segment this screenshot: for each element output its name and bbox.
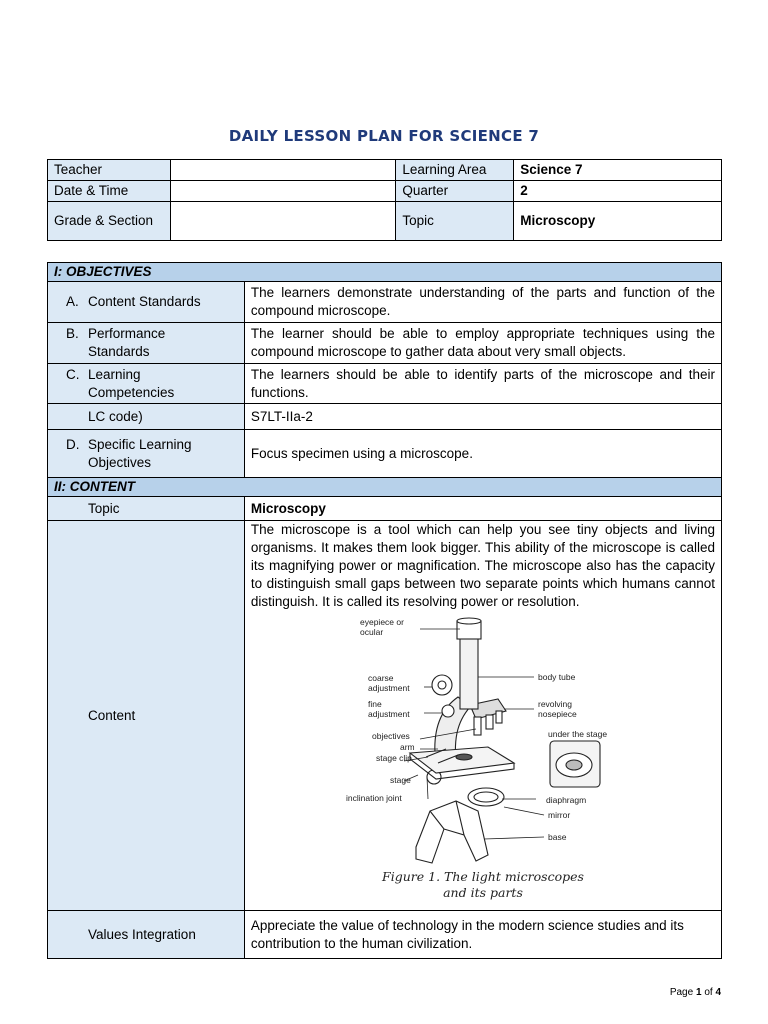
label-stage-clip: stage clip xyxy=(375,753,412,763)
label-revolving-1: revolving xyxy=(537,699,572,709)
date-label: Date & Time xyxy=(48,181,171,202)
teacher-value xyxy=(170,160,396,181)
learning-area-value: Science 7 xyxy=(514,160,722,181)
page-footer xyxy=(670,987,721,998)
body-tube-shape xyxy=(460,637,478,709)
content-standards-text: The learners demonstrate understanding of the parts and function of the compound microscope. xyxy=(244,282,721,323)
quarter-value: 2 xyxy=(514,181,722,202)
fine-knob xyxy=(442,705,454,717)
content-text: The microscope is a tool which can help you see tiny objects and living organisms. It makes them look bigger. This ability of the microscope is called its magnifying power or magnification. The microscope also has the capacity to distinguish small gaps between two separate points which humans cannot distinguish. It is called its resolving power or resolution. xyxy=(250,522,715,609)
label-body-tube: body tube xyxy=(537,672,576,682)
performance-standards-cell xyxy=(48,323,245,364)
lc-code-cell xyxy=(48,404,245,430)
item-letter: A. xyxy=(66,294,79,309)
lc-code-value: S7LT-IIa-2 xyxy=(244,404,721,430)
header-table xyxy=(47,159,722,241)
label-revolving-2: nosepiece xyxy=(537,709,577,719)
microscope-figure xyxy=(338,615,628,905)
objectives-heading: I: OBJECTIVES xyxy=(48,263,722,282)
page-total: 4 xyxy=(715,987,721,998)
item-letter: D. xyxy=(66,436,80,452)
label-coarse-1: coarse xyxy=(367,673,394,683)
specific-objectives-cell xyxy=(48,430,245,478)
performance-standards-label: Performance Standards xyxy=(88,326,166,359)
label-ocular: ocular xyxy=(359,627,384,637)
content-cell xyxy=(244,521,721,911)
learning-area-label: Learning Area xyxy=(396,160,514,181)
values-integration-text: Appreciate the value of technology in the modern science studies and its contribution to the human civilization. xyxy=(244,911,721,959)
page-word: Page xyxy=(669,987,694,998)
grade-label: Grade & Section xyxy=(48,202,171,241)
topic-value: Microscopy xyxy=(514,202,722,241)
content-topic-value: Microscopy xyxy=(244,497,721,521)
learning-competencies-text: The learners should be able to identify parts of the microscope and their functions. xyxy=(244,364,721,404)
content-heading: II: CONTENT xyxy=(48,478,722,497)
values-integration-label: Values Integration xyxy=(48,911,245,959)
topic-label: Topic xyxy=(396,202,514,241)
learning-competencies-label: Learning Competencies xyxy=(88,366,175,400)
label-coarse-2: adjustment xyxy=(367,683,410,693)
document-title: DAILY LESSON PLAN FOR SCIENCE 7 xyxy=(228,127,540,145)
label-under-the-stage: under the stage xyxy=(547,729,607,739)
label-stage: stage xyxy=(389,775,411,785)
lc-code-label: LC code) xyxy=(88,408,143,424)
label-fine-2: adjustment xyxy=(367,709,410,719)
specific-objectives-text: Focus specimen using a microscope. xyxy=(244,430,721,478)
date-value xyxy=(170,181,396,202)
specific-objectives-label: Specific Learning Objectives xyxy=(88,436,192,470)
label-eyepiece: eyepiece or xyxy=(359,617,404,627)
grade-value xyxy=(170,202,396,241)
label-mirror: mirror xyxy=(547,810,571,820)
label-inclination-joint: inclination joint xyxy=(345,793,402,803)
label-objectives: objectives xyxy=(371,731,410,741)
performance-standards-text: The learner should be able to employ appropriate techniques using the compound microscope to gather data about very small objects. xyxy=(244,323,721,364)
lesson-table xyxy=(47,262,722,959)
of-word: of xyxy=(704,987,713,998)
figure-caption-line-2: and its parts xyxy=(443,885,523,900)
content-standards-cell xyxy=(48,282,245,323)
content-topic-label: Topic xyxy=(48,497,245,521)
page-number: 1 xyxy=(695,987,702,998)
label-arm: arm xyxy=(399,742,415,752)
teacher-label: Teacher xyxy=(48,160,171,181)
base-shape xyxy=(416,801,488,863)
label-fine-1: fine xyxy=(367,699,382,709)
label-base: base xyxy=(547,832,567,842)
item-letter: C. xyxy=(66,366,80,382)
item-letter: B. xyxy=(66,326,79,341)
quarter-label: Quarter xyxy=(396,181,514,202)
figure-caption-line-1: Figure 1. The light microscopes xyxy=(381,869,584,884)
learning-competencies-cell xyxy=(48,364,245,404)
content-label: Content xyxy=(48,521,245,911)
label-diaphragm: diaphragm xyxy=(545,795,587,805)
content-standards-label: Content Standards xyxy=(88,294,201,309)
